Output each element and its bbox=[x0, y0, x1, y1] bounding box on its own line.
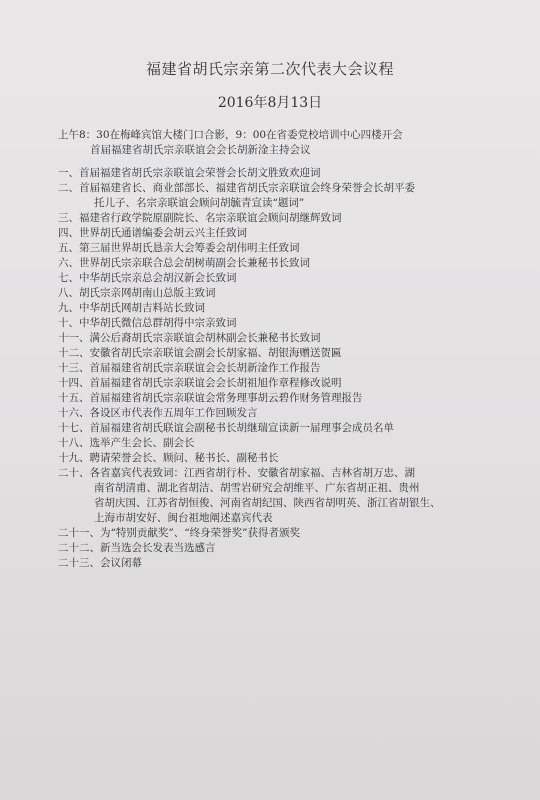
agenda-item-text: 十九、聘请荣誉会长、顾问、秘书长、副秘书长 bbox=[58, 452, 279, 464]
agenda-item-text: 十四、首届福建省胡氏宗亲联谊会会长胡祖旭作章程修改说明 bbox=[58, 377, 342, 389]
agenda-item-text: 六、世界胡氏宗亲联合总会胡树萌副会长兼秘书长致词 bbox=[58, 257, 310, 269]
agenda-item bbox=[58, 421, 528, 436]
agenda-item bbox=[58, 391, 528, 406]
agenda-item-text: 二十一、为“特别贡献奖”、“终身荣誉奖”获得者颁奖 bbox=[58, 527, 300, 539]
agenda-item bbox=[58, 376, 528, 391]
agenda-item-text: 八、胡氏宗亲网胡南山总版主致词 bbox=[58, 287, 216, 299]
agenda-item bbox=[58, 241, 528, 256]
agenda-item bbox=[58, 286, 528, 301]
agenda-item-text: 五、第三届世界胡氏恳亲大会筹委会胡伟明主任致词 bbox=[58, 242, 300, 254]
agenda-item bbox=[58, 271, 528, 286]
agenda-item-text: 三、福建省行政学院原副院长、名宗亲联谊会顾问胡继辉致词 bbox=[58, 212, 342, 224]
agenda-item-text: 十八、选举产生会长、副会长 bbox=[58, 437, 195, 449]
agenda-item-text: 七、中华胡氏宗亲总会胡汉新会长致词 bbox=[58, 272, 237, 284]
document-date: 2016年8月13日 bbox=[217, 95, 323, 111]
agenda-item bbox=[58, 436, 528, 451]
agenda-item-text: 十一、满公后裔胡氏宗亲联谊会胡林副会长兼秘书长致词 bbox=[58, 332, 321, 344]
agenda-item-continuation: 省胡庆国、江苏省胡恒俊、河南省胡纪国、陕西省胡明英、浙江省胡银生、 bbox=[94, 497, 441, 509]
agenda-item-text: 十三、首届福建省胡氏宗亲联谊会会长胡新淦作工作报告 bbox=[58, 362, 321, 374]
agenda-item-text: 一、首届福建省胡氏宗亲联谊会荣誉会长胡文胜致欢迎词 bbox=[58, 167, 321, 179]
agenda-item-text: 十、中华胡氏微信总群胡得中宗亲致词 bbox=[58, 317, 237, 329]
agenda-item-continuation: 托儿子、名宗亲联谊会顾问胡毓青宣读“题词” bbox=[94, 197, 305, 209]
agenda-item bbox=[58, 526, 528, 541]
schedule-host-line: 首届福建省胡氏宗亲联谊会会长胡新淦主持会议 bbox=[90, 144, 311, 156]
agenda-item-text: 二十、各省嘉宾代表致词：江西省胡行朴、安徽省胡家福、吉林省胡万忠、湖 bbox=[58, 467, 415, 479]
agenda-item-text: 九、中华胡氏网胡吉料站长致词 bbox=[58, 302, 205, 314]
document-title: 福建省胡氏宗亲第二次代表大会议程 bbox=[145, 60, 394, 78]
agenda-item-text: 十七、首届福建省胡氏联谊会副秘书长胡继瑞宣读新一届理事会成员名单 bbox=[58, 422, 394, 434]
agenda-item-text: 十二、安徽省胡氏宗亲联谊会副会长胡家福、胡银海赠送贺匾 bbox=[58, 347, 342, 359]
agenda-item bbox=[58, 211, 528, 226]
agenda-item bbox=[58, 556, 528, 571]
agenda-item-text: 四、世界胡氏通谱编委会胡云兴主任致词 bbox=[58, 227, 247, 239]
agenda-item-text: 十六、各设区市代表作五周年工作回顾发言 bbox=[58, 407, 258, 419]
agenda-item bbox=[58, 181, 528, 211]
agenda-item bbox=[58, 331, 528, 346]
agenda-item-continuation: 上海市胡安好、闽台祖地阐述嘉宾代表 bbox=[94, 512, 273, 524]
agenda-item-text: 二、首届福建省长、商业部部长、福建省胡氏宗亲联谊会终身荣誉会长胡平委 bbox=[58, 182, 415, 194]
agenda-item bbox=[58, 301, 528, 316]
agenda-item-text: 二十二、新当选会长发表当选感言 bbox=[58, 542, 216, 554]
agenda-item bbox=[58, 451, 528, 466]
agenda-item-continuation: 南省胡清甫、湖北省胡洁、胡雪岩研究会胡维平、广东省胡正祖、贵州 bbox=[94, 482, 420, 494]
agenda-item bbox=[58, 406, 528, 421]
agenda-list bbox=[58, 166, 528, 571]
agenda-item bbox=[58, 346, 528, 361]
agenda-item bbox=[58, 541, 528, 556]
agenda-item bbox=[58, 256, 528, 271]
agenda-item-text: 二十三、会议闭幕 bbox=[58, 557, 142, 569]
agenda-item-text: 十五、首届福建省胡氏宗亲联谊会常务理事胡云碧作财务管理报告 bbox=[58, 392, 363, 404]
agenda-item bbox=[58, 226, 528, 241]
schedule-line: 上午8：30在梅峰宾馆大楼门口合影，9：00在省委党校培训中心四楼开会 bbox=[58, 129, 403, 141]
agenda-item bbox=[58, 166, 528, 181]
schedule-block bbox=[58, 128, 528, 158]
agenda-item bbox=[58, 361, 528, 376]
agenda-item bbox=[58, 466, 528, 526]
agenda-item bbox=[58, 316, 528, 331]
